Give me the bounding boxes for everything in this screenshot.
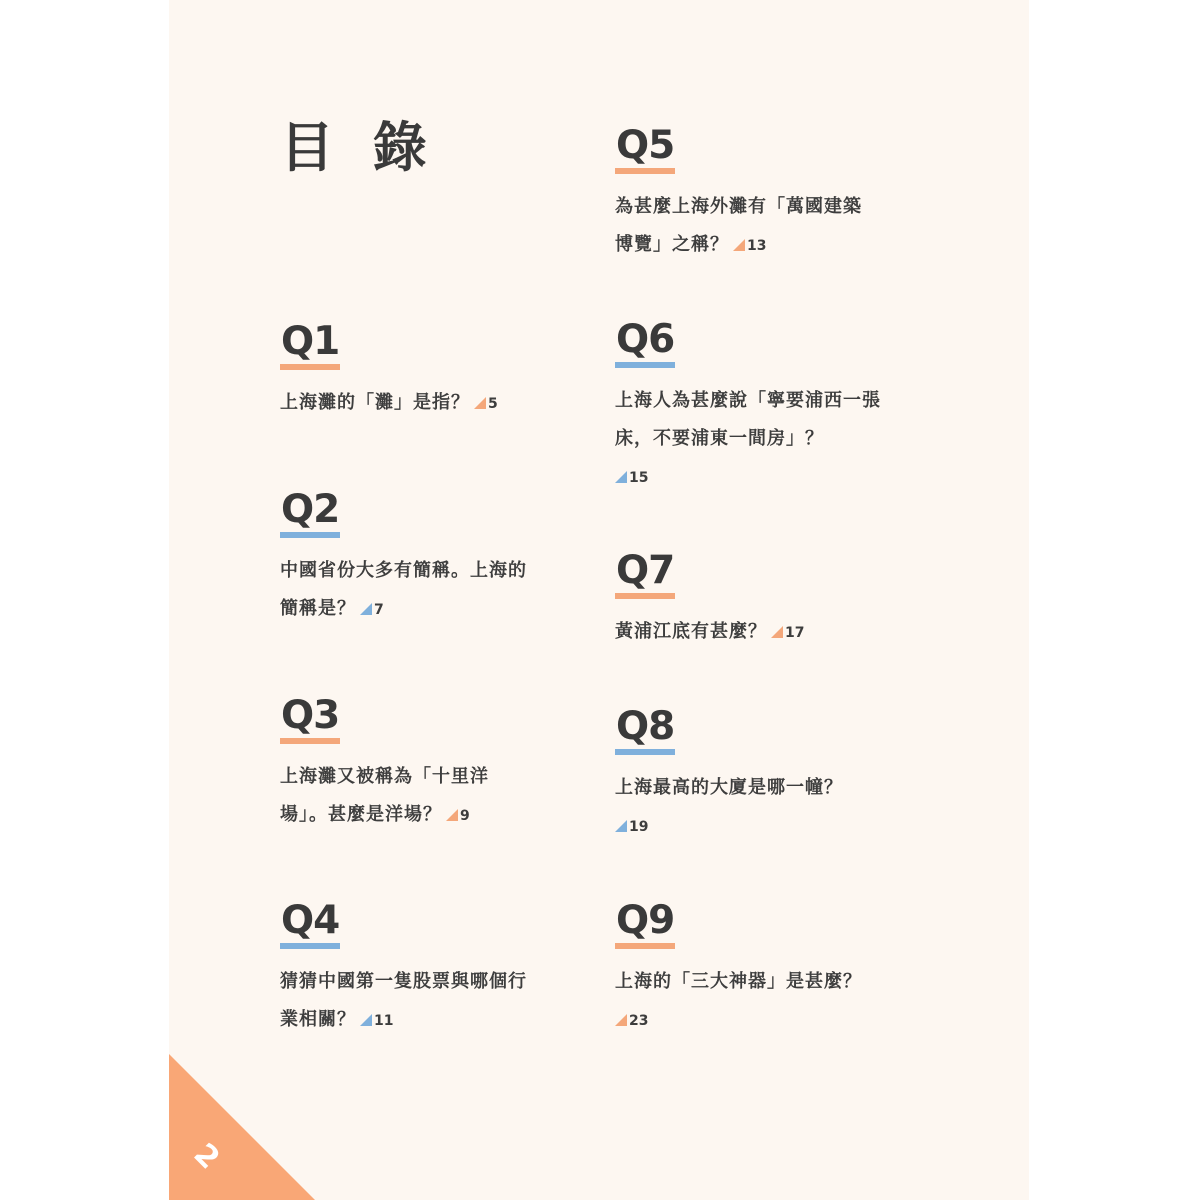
- question-text: [280, 384, 550, 423]
- question-label: Q4: [280, 901, 340, 949]
- page-title: 目 錄: [280, 116, 437, 179]
- corner-triangle-icon: [446, 809, 458, 821]
- toc-entry-q7[interactable]: [615, 548, 885, 652]
- question-label: Q9: [615, 901, 675, 949]
- question-text: [615, 769, 885, 846]
- toc-entry-q4[interactable]: [280, 898, 550, 1040]
- toc-page: [169, 0, 1029, 1200]
- page-ref-number: 7: [374, 602, 384, 618]
- question-text: [280, 552, 535, 629]
- question-label: Q2: [280, 490, 340, 538]
- toc-entry-q3[interactable]: [280, 693, 550, 835]
- question-label: Q8: [615, 707, 675, 755]
- page-ref[interactable]: [360, 591, 384, 629]
- question-text: [615, 382, 885, 497]
- page-ref-number: 13: [747, 238, 767, 254]
- question-text: [615, 188, 870, 265]
- corner-triangle-icon: [360, 603, 372, 615]
- page-ref[interactable]: [360, 1002, 393, 1040]
- question-text-content: 上海灘的「灘」是指？: [280, 392, 470, 413]
- corner-triangle-icon: [615, 1014, 627, 1026]
- toc-entry-q1[interactable]: [280, 319, 550, 423]
- page-ref[interactable]: [446, 797, 470, 835]
- page-ref[interactable]: [615, 808, 648, 846]
- page-ref-number: 11: [374, 1013, 394, 1029]
- toc-entry-q9[interactable]: [615, 898, 885, 1040]
- question-label: Q6: [615, 320, 675, 368]
- question-label: Q7: [615, 551, 675, 599]
- question-text-content: 上海灘又被稱為「十里洋場」。甚麼是洋場？: [280, 766, 489, 825]
- page-ref-number: 15: [629, 470, 649, 486]
- toc-entry-q8[interactable]: [615, 704, 885, 846]
- page-ref[interactable]: [615, 1002, 648, 1040]
- toc-entry-q6[interactable]: [615, 317, 885, 497]
- question-text-content: 中國省份大多有簡稱。上海的簡稱是？: [280, 560, 527, 619]
- page-ref[interactable]: [733, 227, 766, 265]
- page-ref[interactable]: [771, 614, 804, 652]
- question-text: [280, 758, 515, 835]
- page-ref[interactable]: [474, 385, 498, 423]
- page-ref[interactable]: [615, 459, 648, 497]
- corner-triangle-icon: [615, 820, 627, 832]
- question-label: Q5: [615, 126, 675, 174]
- corner-triangle-icon: [474, 397, 486, 409]
- page-ref-number: 19: [629, 819, 649, 835]
- question-text: [615, 613, 885, 652]
- question-text: [615, 963, 885, 1040]
- question-text-content: 上海的「三大神器」是甚麼？: [615, 971, 862, 992]
- question-text-content: 猜猜中國第一隻股票與哪個行業相關？: [280, 971, 527, 1030]
- corner-triangle-icon: [771, 626, 783, 638]
- toc-entry-q5[interactable]: [615, 123, 885, 265]
- corner-triangle-icon: [615, 471, 627, 483]
- question-text-content: 上海最高的大廈是哪一幢？: [615, 777, 843, 798]
- toc-entry-q2[interactable]: [280, 487, 550, 629]
- corner-triangle-icon: [360, 1014, 372, 1026]
- page-corner-triangle: [169, 1054, 315, 1200]
- page-ref-number: 17: [785, 625, 805, 641]
- question-text-content: 為甚麼上海外灘有「萬國建築博覽」之稱？: [615, 196, 862, 255]
- question-text: [280, 963, 535, 1040]
- page-number: 2: [186, 1136, 227, 1177]
- page-ref-number: 9: [460, 808, 470, 824]
- question-text-content: 上海人為甚麼說「寧要浦西一張床，不要浦東一間房」？: [615, 390, 881, 449]
- corner-triangle-icon: [733, 239, 745, 251]
- question-label: Q1: [280, 322, 340, 370]
- question-text-content: 黃浦江底有甚麼？: [615, 621, 767, 642]
- page-ref-number: 5: [488, 396, 498, 412]
- page-ref-number: 23: [629, 1013, 649, 1029]
- question-label: Q3: [280, 696, 340, 744]
